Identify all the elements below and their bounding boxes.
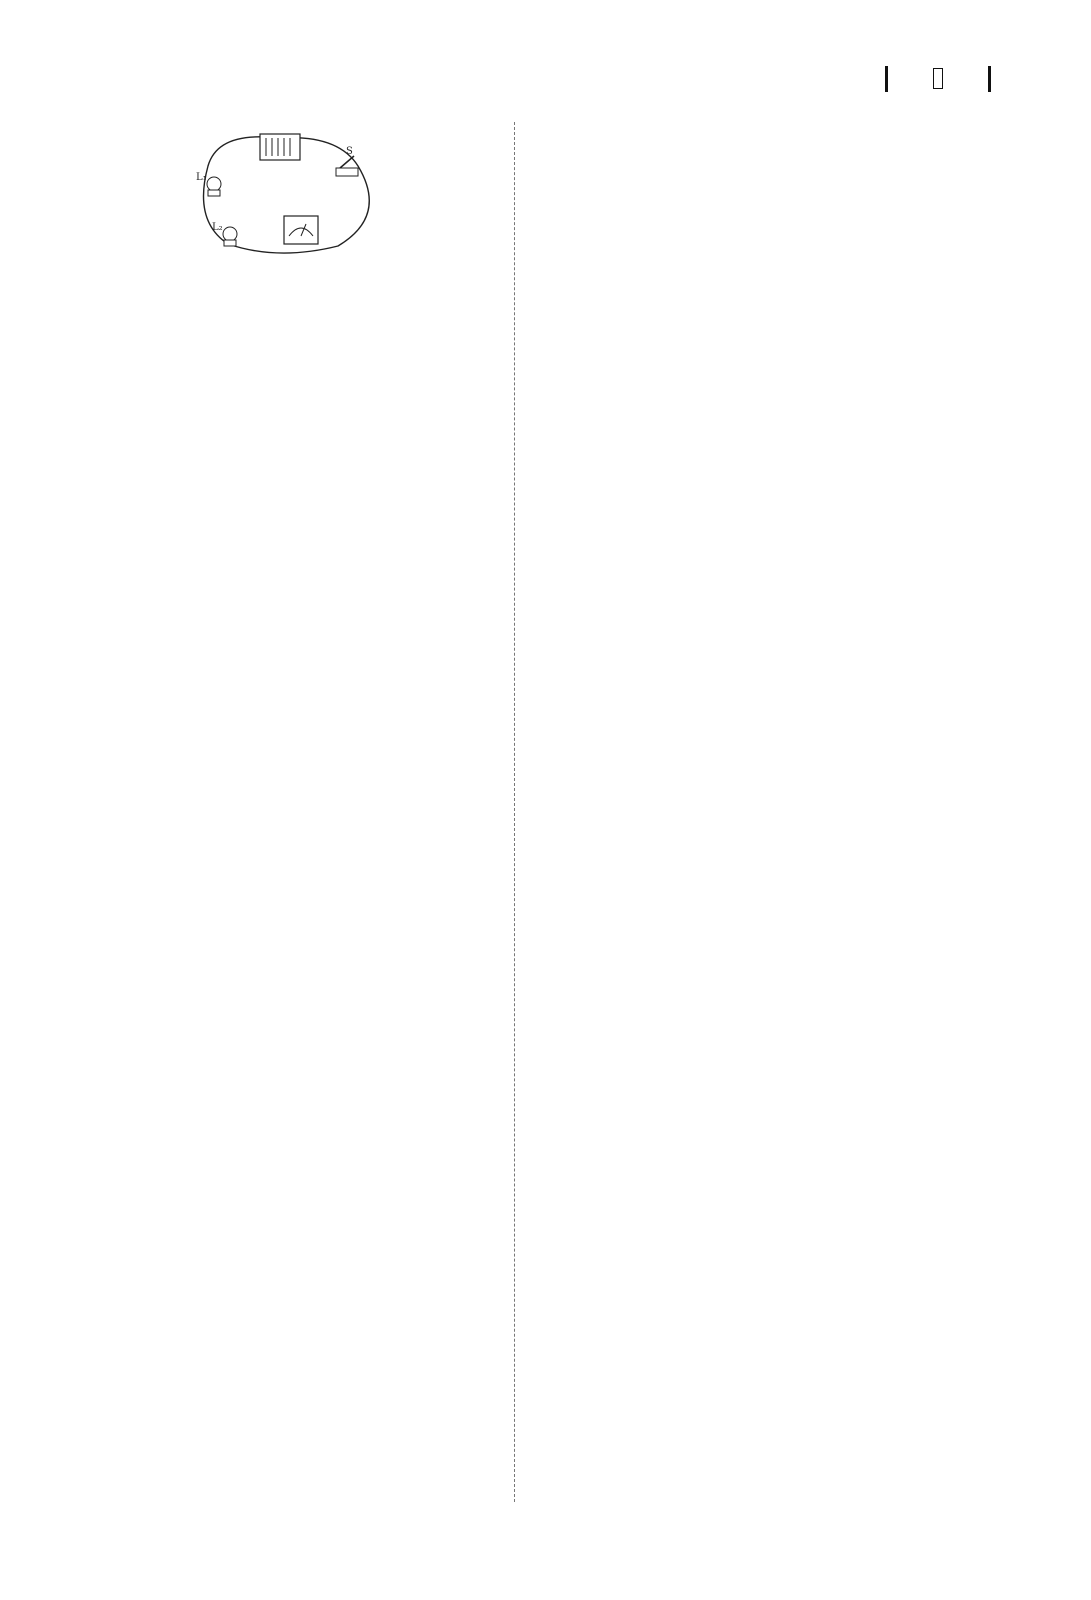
switch-label: S: [346, 146, 353, 157]
watermark-logo: [900, 1500, 1080, 1595]
left-column: [48, 120, 498, 260]
switch-icon: [336, 156, 358, 176]
bulb-l2-icon: [223, 227, 237, 246]
battery-icon: [260, 134, 300, 160]
bulb-l1-label: L₁: [196, 172, 207, 183]
column-divider: [514, 122, 515, 1502]
bulb-l1-icon: [207, 177, 221, 196]
ammeter-icon: [284, 216, 318, 244]
circuit-diagram: [188, 126, 388, 256]
answer-analysis-tag: [885, 66, 991, 92]
bulb-l2-label: L₂: [212, 222, 223, 233]
